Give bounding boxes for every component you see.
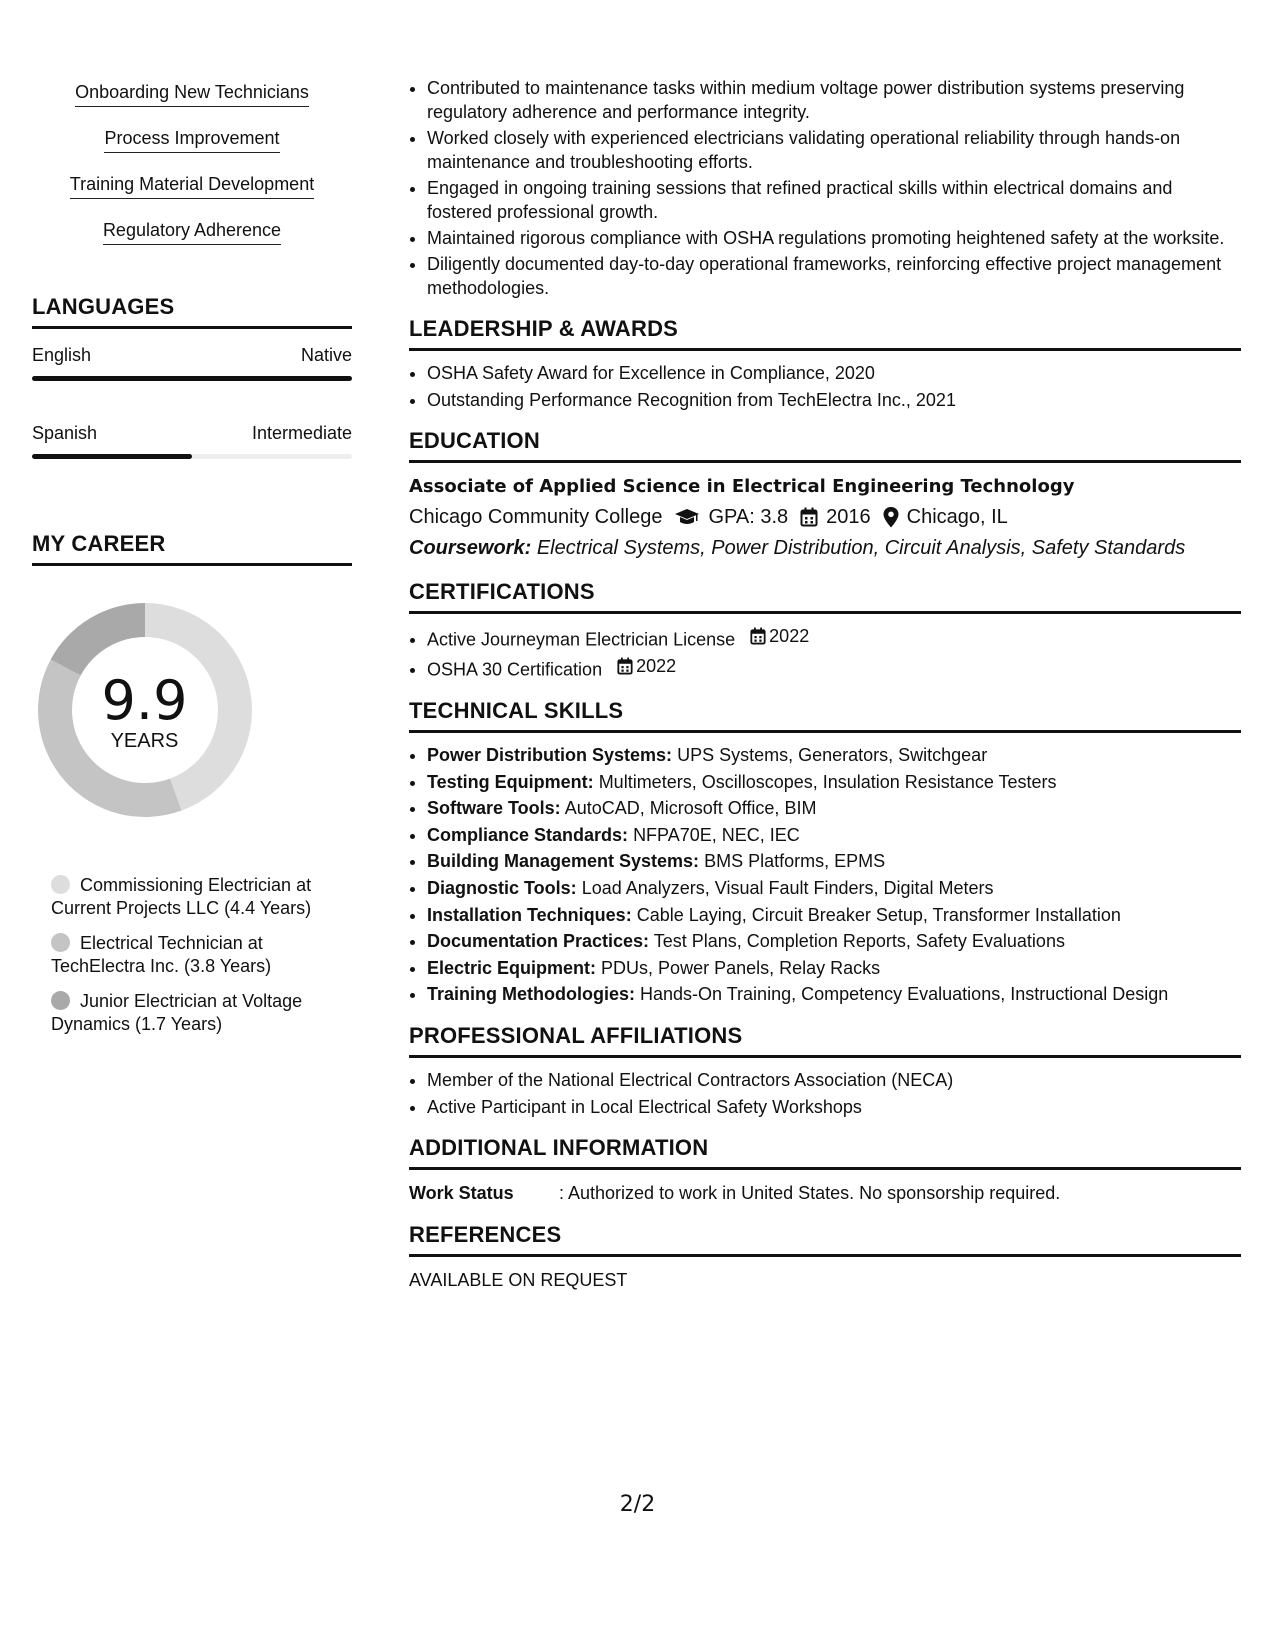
skill-label: Testing Equipment: [427,771,594,792]
certification-item [427,624,1241,652]
career-total-years: 9.9 [101,669,188,732]
career-role-label: Commissioning Electrician at Current Projects LLC (4.4 Years) [51,875,312,918]
page-number: 2/2 [619,1492,656,1517]
strength-tag: Process Improvement [104,126,279,153]
career-title: MY CAREER [32,531,352,566]
career-donut-chart [32,602,352,842]
skill-item [427,770,1241,795]
graduation-cap-icon [674,508,700,526]
language-proficiency-bar [32,376,352,381]
language-level: Native [300,345,352,365]
leadership-section [409,316,1241,412]
references-title: REFERENCES [409,1222,1241,1257]
skill-item [427,796,1241,821]
career-legend [32,874,352,1036]
work-status-label: Work Status [409,1183,514,1204]
award-item: • Outstanding Performance Recognition from TechElectra Inc., 2021 [427,388,1241,413]
language-proficiency-bar [32,454,352,459]
language-proficiency-fill [32,454,192,459]
education-degree: Associate of Applied Science in Electrical Engineering Technology [409,476,1075,498]
affiliations-section [409,1023,1241,1119]
languages-title: LANGUAGES [32,294,352,329]
additional-info-section [409,1135,1241,1206]
language-row [32,345,352,366]
experience-bullet: • Contributed to maintenance tasks within medium voltage power distribution systems preserving regulatory adherence and performance integrity. [427,76,1241,124]
language-name: English [32,345,92,365]
career-legend-item [51,990,321,1036]
calendar-icon [617,657,633,675]
skill-value: AutoCAD, Microsoft Office, BIM [564,798,817,819]
coursework-text: Electrical Systems, Power Distribution, Circuit Analysis, Safety Standards [536,537,1186,560]
map-pin-icon [883,507,899,528]
work-status-value: : Authorized to work in United States. No sponsorship required. [559,1183,1061,1204]
certification-item [427,654,1241,682]
experience-bullet: • Maintained rigorous compliance with OSHA regulations promoting heightened safety at the worksite. [427,226,1241,250]
certification-year: 2022 [769,626,810,647]
skills-section [409,698,1241,1007]
experience-bullet: • Diligently documented day-to-day operational frameworks, reinforcing effective project management methodologies. [427,252,1241,300]
affiliation-item: • Member of the National Electrical Contractors Association (NECA) [427,1068,1241,1093]
skill-label: Software Tools: [427,798,561,819]
career-section [32,531,352,1036]
experience-bullet: • Engaged in ongoing training sessions that refined practical skills within electrical domains and fostered professional growth. [427,176,1241,224]
skill-value: UPS Systems, Generators, Switchgear [677,744,988,765]
leadership-title: LEADERSHIP & AWARDS [409,316,1241,351]
certifications-title: CERTIFICATIONS [409,579,1241,614]
legend-dot-icon [51,933,70,952]
skill-value: Hands-On Training, Competency Evaluations, Instructional Design [640,984,1169,1005]
skill-item [427,982,1241,1007]
legend-dot-icon [51,991,70,1010]
skill-item [427,849,1241,874]
certification-date [617,654,676,679]
skills-title: TECHNICAL SKILLS [409,698,1241,733]
right-column [409,76,1241,1293]
skill-label: Installation Techniques: [427,904,632,925]
career-legend-item [51,932,321,978]
career-role-label: Electrical Technician at TechElectra Inc. (3.8 Years) [51,933,272,976]
coursework-label: Coursework: [409,537,532,560]
education-year: 2016 [826,506,871,529]
experience-bullet: • Worked closely with experienced electricians validating operational reliability through hands-on maintenance and troubleshooting efforts. [427,126,1241,174]
affiliations-title: PROFESSIONAL AFFILIATIONS [409,1023,1241,1058]
skill-label: Documentation Practices: [427,931,650,952]
skill-item [427,876,1241,901]
skill-label: Electric Equipment: [427,957,597,978]
education-school: Chicago Community College [409,506,663,529]
education-location: Chicago, IL [906,506,1008,529]
education-coursework [409,533,1241,563]
skill-label: Building Management Systems: [427,851,700,872]
additional-info-title: ADDITIONAL INFORMATION [409,1135,1241,1170]
experience-bullet-list [409,76,1241,300]
strength-tag: Training Material Development [70,172,314,199]
strengths-tag-list [32,80,352,264]
references-section [409,1222,1241,1293]
skill-item [427,929,1241,954]
certification-name: Active Journeyman Electrician License [427,629,736,650]
language-name: Spanish [32,423,98,443]
calendar-icon [800,507,818,527]
career-donut-segment [51,603,145,676]
language-level: Intermediate [251,423,352,443]
work-status-row [409,1180,1241,1206]
career-role-label: Junior Electrician at Voltage Dynamics (1.7 Years) [51,991,303,1034]
affiliation-item: • Active Participant in Local Electrical Safety Workshops [427,1095,1241,1120]
references-text: AVAILABLE ON REQUEST [409,1270,628,1291]
skill-item [427,743,1241,768]
skill-value: Load Analyzers, Visual Fault Finders, Digital Meters [581,877,994,898]
strength-tag: Onboarding New Technicians [75,80,309,107]
certification-date [750,624,809,649]
skill-label: Training Methodologies: [427,984,635,1005]
skill-value: Multimeters, Oscilloscopes, Insulation Resistance Testers [598,771,1057,792]
certification-year: 2022 [636,656,677,677]
language-proficiency-fill [32,376,352,381]
left-column [32,80,352,1048]
language-row [32,423,352,444]
certification-name: OSHA 30 Certification [427,659,603,680]
certifications-section [409,579,1241,682]
skill-value: Cable Laying, Circuit Breaker Setup, Transformer Installation [636,904,1121,925]
skill-value: PDUs, Power Panels, Relay Racks [601,957,881,978]
skill-label: Diagnostic Tools: [427,877,577,898]
career-legend-item [51,874,321,920]
skill-value: NFPA70E, NEC, IEC [633,824,800,845]
skill-value: BMS Platforms, EPMS [704,851,886,872]
skill-label: Power Distribution Systems: [427,744,673,765]
career-years-unit: YEARS [110,730,179,752]
calendar-icon [750,627,766,645]
languages-section [32,294,352,459]
skill-value: Test Plans, Completion Reports, Safety Evaluations [653,931,1065,952]
skill-item [427,956,1241,981]
skill-label: Compliance Standards: [427,824,629,845]
skill-item [427,903,1241,928]
education-title: EDUCATION [409,428,1241,463]
education-section [409,428,1241,563]
legend-dot-icon [51,875,70,894]
skill-item [427,823,1241,848]
education-meta [409,501,1241,533]
strength-tag: Regulatory Adherence [103,218,281,245]
education-gpa: GPA: 3.8 [708,506,789,529]
award-item: • OSHA Safety Award for Excellence in Compliance, 2020 [427,361,1241,386]
